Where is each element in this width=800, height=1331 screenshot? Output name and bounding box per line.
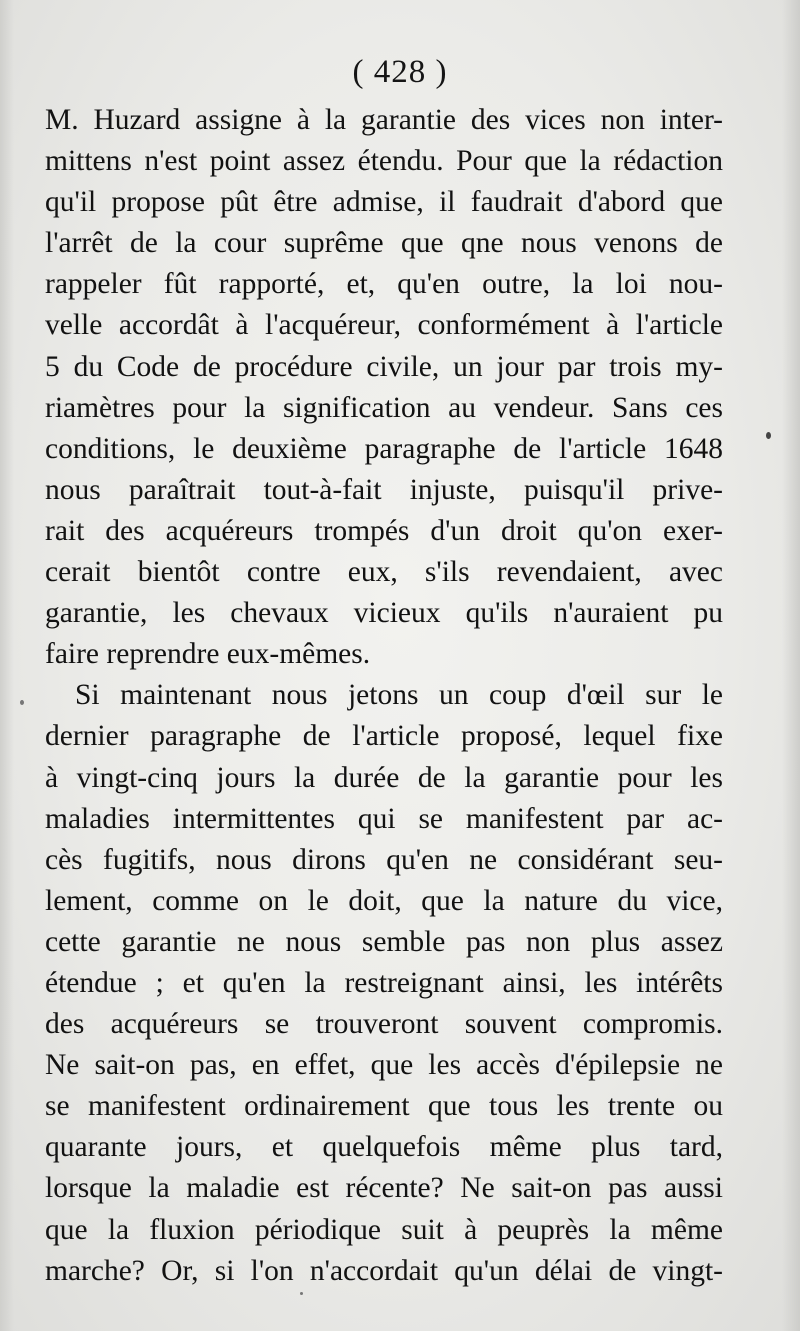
text-line: étendue ; et qu'en la restreignant ainsi, les intérêts xyxy=(45,966,723,999)
text-line: cerait bientôt contre eux, s'ils revendaient, avec xyxy=(45,556,723,589)
text-line: rait des acquéreurs trompés d'un droit qu'on exer- xyxy=(45,514,723,547)
text-line: se manifestent ordinairement que tous les trente ou xyxy=(45,1090,723,1123)
text-line: velle accordât à l'acquéreur, conformément à l'article xyxy=(45,309,723,342)
text-line: garantie, les chevaux vicieux qu'ils n'auraient pu xyxy=(45,597,723,630)
body-text xyxy=(45,100,723,1292)
page-number: ( 428 ) xyxy=(352,54,448,90)
text-line: des acquéreurs se trouveront souvent compromis. xyxy=(45,1008,723,1041)
text-line: rappeler fût rapporté, et, qu'en outre, la loi nou- xyxy=(45,268,723,301)
text-line: cès fugitifs, nous dirons qu'en ne considérant seu- xyxy=(45,843,723,876)
text-line: que la fluxion périodique suit à peuprès la même xyxy=(45,1213,723,1246)
paragraph-1 xyxy=(45,100,723,675)
text-line: Si maintenant nous jetons un coup d'œil sur le xyxy=(75,679,723,712)
paper-speck xyxy=(300,1292,303,1295)
text-line: lement, comme on le doit, que la nature du vice, xyxy=(45,884,723,917)
text-line: dernier paragraphe de l'article proposé, lequel fixe xyxy=(45,720,723,753)
paper-speck xyxy=(20,700,24,705)
text-line: quarante jours, et quelquefois même plus tard, xyxy=(45,1131,723,1164)
text-line: maladies intermittentes qui se manifestent par ac- xyxy=(45,802,723,835)
text-line: 5 du Code de procédure civile, un jour par trois my- xyxy=(45,350,723,383)
text-line: Ne sait-on pas, en effet, que les accès d'épilepsie ne xyxy=(45,1049,723,1082)
text-line: qu'il propose pût être admise, il faudrait d'abord que xyxy=(45,186,723,219)
page-edge-shadow-right xyxy=(782,0,800,1331)
text-line: cette garantie ne nous semble pas non plus assez xyxy=(45,925,723,958)
text-line: à vingt-cinq jours la durée de la garantie pour les xyxy=(45,761,723,794)
text-line: nous paraîtrait tout-à-fait injuste, puisqu'il prive- xyxy=(45,473,723,506)
text-line: faire reprendre eux-mêmes. xyxy=(45,638,371,671)
text-line: mittens n'est point assez étendu. Pour que la rédaction xyxy=(45,145,723,178)
text-line: l'arrêt de la cour suprême que qne nous venons de xyxy=(45,227,723,260)
ink-dot xyxy=(766,432,771,439)
paragraph-2 xyxy=(45,675,723,1291)
text-line: lorsque la maladie est récente? Ne sait-on pas aussi xyxy=(45,1172,723,1205)
text-line: conditions, le deuxième paragraphe de l'article 1648 xyxy=(45,432,723,465)
text-line: marche? Or, si l'on n'accordait qu'un délai de vingt- xyxy=(45,1254,723,1287)
page-edge-shadow-left xyxy=(0,0,14,1331)
text-line: riamètres pour la signification au vendeur. Sans ces xyxy=(45,391,723,424)
text-line: M. Huzard assigne à la garantie des vices non inter- xyxy=(45,104,723,136)
